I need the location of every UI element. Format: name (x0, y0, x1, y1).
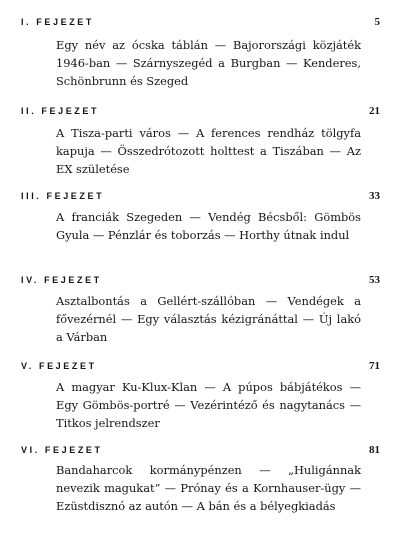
chapter-summary: Egy név az ócska táblán — Bajorországi közjáték 1946-ban — Szárnyszegéd a Burgban — Kenderes, Schönbrunn és Szeged (56, 38, 361, 88)
chapter-heading: IV. FEJEZET (21, 275, 102, 285)
chapter-summary: Asztalbontás a Gellért-szállóban — Vendégek a fővezérnél — Egy választás kézigránáttal — Új lakó a Várban (56, 294, 361, 344)
chapter-heading: II. FEJEZET (21, 106, 100, 116)
page-number: 33 (369, 190, 380, 202)
chapter-heading: III. FEJEZET (21, 191, 105, 201)
page-number: 71 (369, 360, 380, 372)
page-number: 21 (369, 105, 380, 117)
page-number: 5 (374, 16, 380, 28)
page-number: 81 (369, 444, 380, 456)
chapter-summary: A magyar Ku-Klux-Klan — A púpos bábjátékos — Egy Gömbös-portré — Vezérintéző és nagytanács — Titkos jelrendszer (56, 380, 361, 430)
page-number: 53 (369, 274, 380, 286)
chapter-summary: A Tisza-parti város — A ferences rendház tölgyfa kapuja — Összedrótozott holttest a Tiszában — Az EX születése (56, 126, 361, 176)
chapter-heading: I. FEJEZET (21, 17, 95, 27)
chapter-summary: A franciák Szegeden — Vendég Bécsből: Gömbös Gyula — Pénzlár és toborzás — Horthy útnak indul (56, 210, 361, 242)
chapter-heading: V. FEJEZET (21, 361, 97, 371)
chapter-summary: Bandaharcok kormánypénzen — „Huligánnak nevezik magukat” — Prónay és a Kornhauser-ügy — Ezüstdisznó az autón — A bán és a bélyegkiadás (56, 463, 361, 513)
chapter-heading: VI. FEJEZET (21, 445, 103, 455)
